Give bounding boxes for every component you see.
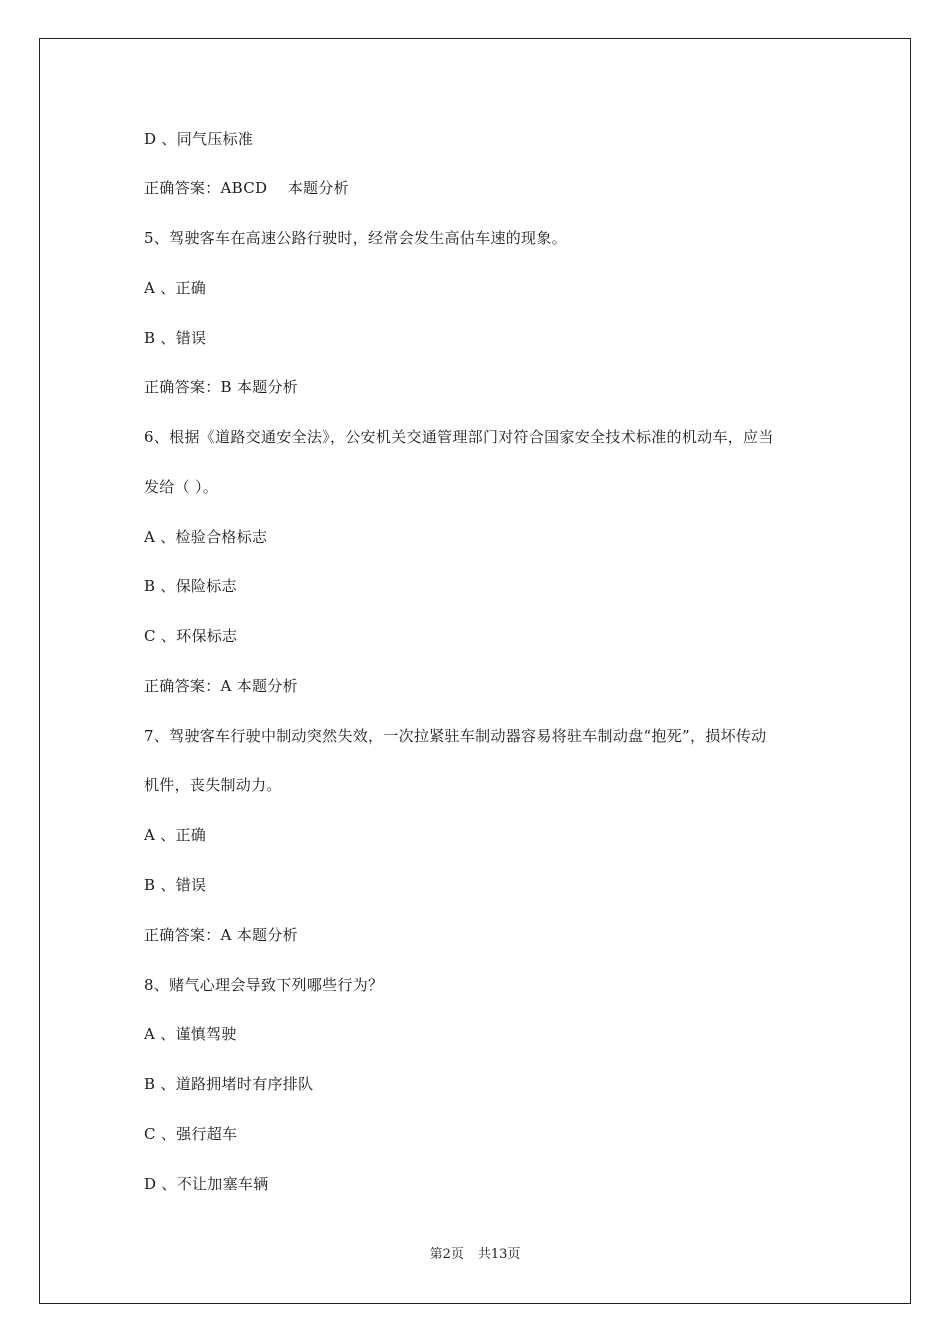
question-line: 7、驾驶客车行驶中制动突然失效，一次拉紧驻车制动器容易将驻车制动盘“抱死”，损坏传动 <box>144 727 767 745</box>
question-line: 5、驾驶客车在高速公路行驶时，经常会发生高估车速的现象。 <box>144 229 567 247</box>
page-footer <box>0 1246 950 1264</box>
option-line: C 、环保标志 <box>144 627 238 645</box>
option-line: B 、道路拥堵时有序排队 <box>144 1075 314 1093</box>
page-total: 共13页 <box>477 1247 521 1262</box>
answer-line: 正确答案：A 本题分析 <box>144 677 298 695</box>
answer-line: 正确答案：ABCD 本题分析 <box>144 179 349 197</box>
question-line-cont: 机件，丧失制动力。 <box>144 776 282 794</box>
page-number: 第2页 <box>429 1247 464 1262</box>
option-line: B 、错误 <box>144 876 207 894</box>
question-line-cont: 发给（ ）。 <box>144 478 219 496</box>
question-line: 8、赌气心理会导致下列哪些行为？ <box>144 976 384 994</box>
answer-line: 正确答案：B 本题分析 <box>144 378 299 396</box>
option-line: B 、错误 <box>144 329 207 347</box>
option-line: A 、检验合格标志 <box>144 528 268 546</box>
option-line: C 、强行超车 <box>144 1125 238 1143</box>
option-line: A 、正确 <box>144 826 207 844</box>
option-line: D 、不让加塞车辆 <box>144 1175 269 1193</box>
option-line: A 、谨慎驾驶 <box>144 1025 237 1043</box>
answer-line: 正确答案：A 本题分析 <box>144 926 298 944</box>
question-line: 6、根据《道路交通安全法》，公安机关交通管理部门对符合国家安全技术标准的机动车，应当 <box>144 428 774 446</box>
option-line: B 、保险标志 <box>144 577 237 595</box>
option-line: D 、同气压标准 <box>144 130 254 148</box>
option-line: A 、正确 <box>144 279 207 297</box>
